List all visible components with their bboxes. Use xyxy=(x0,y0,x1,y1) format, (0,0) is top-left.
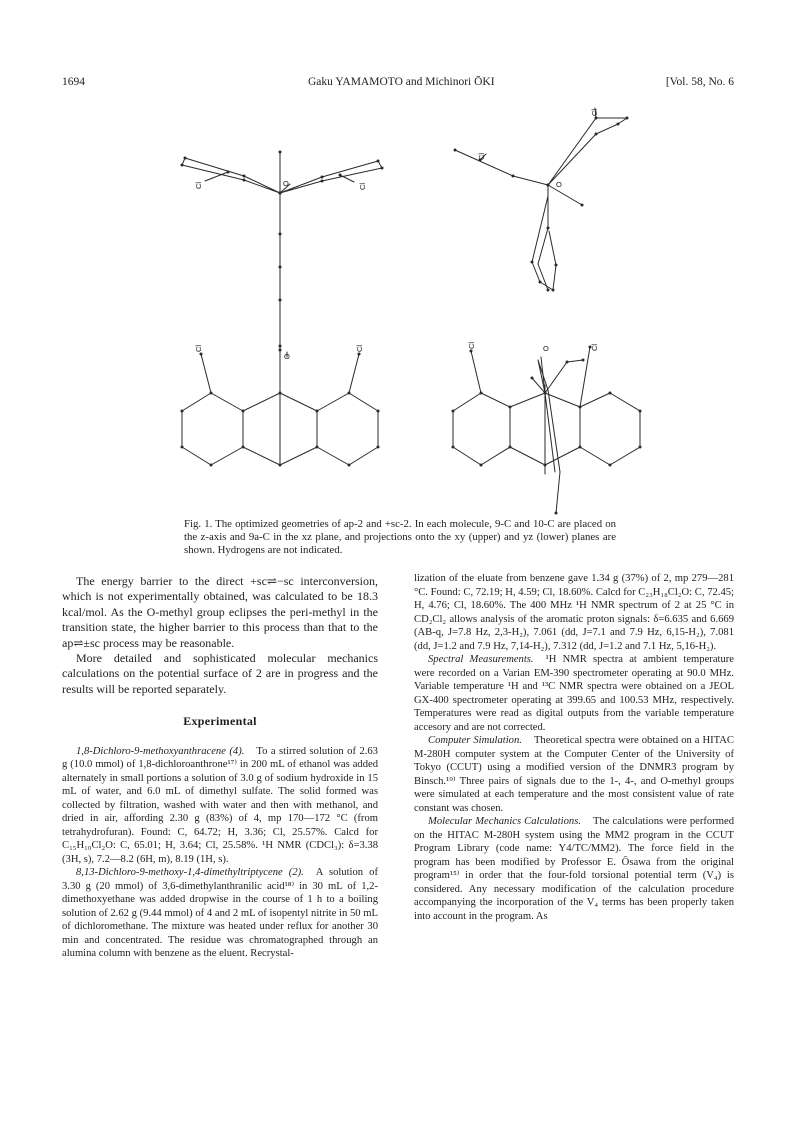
paragraph: The energy barrier to the direct +sc⇌−sc interconversion, which is not experimentally obtained, was calculated to be 18.3 kcal/mol. As the O-methyl group eclipses the peri-methyl in the transition state, the higher barrier to this process than that to the ap⇌±sc process may be reasonable. xyxy=(62,574,378,650)
paragraph-body: ¹H NMR spectra at ambient temperature were recorded on a Varian EM-390 spectrometer operating at 90.0 MHz. Variable temperature ¹H and ¹³C NMR spectra were obtained on a JEOL GX-400 spectrometer operating at 399.65 and 100.53 MHz, respectively. Temperatures were read as digital outputs from the variable temperature accesory and are not corrected. xyxy=(414,654,734,733)
paragraph xyxy=(414,815,734,923)
paragraph-title: 8,13-Dichloro-9-methoxy-1,4-dimethyltriptycene (2). xyxy=(76,867,304,879)
atom-label-cl: Cl xyxy=(355,344,364,352)
paragraph xyxy=(414,734,734,815)
atom-label-cl: Cl xyxy=(590,343,599,351)
paragraph-body: The calculations were performed on the HITAC M-280H system using the MM2 program in the CCUT Program Library (code name: Y4/TC/MM2). The force field in the program has been modified by Professor E. Ōsawa from the original program¹⁵⁾ in order that the four-fold torsional potential term (V₄) is considered. Any necessary modification of the calculation procedure accompanying the incorporation of the V₄ terms has been properly taken into account in the program. As xyxy=(414,816,734,922)
sc-xy-projection xyxy=(455,108,627,290)
paragraph-body: Theoretical spectra were obtained on a HITAC M-280H computer system at the Computer Center of the University of Tokyo (CCUT) using a modified version of the DNMR3 program by Binsch.¹⁹⁾ Three pairs of signals due to the 1-, 4-, and O-methyl groups were simulated at each temperature and the most consistent value of rate constant was chosen. xyxy=(414,735,734,814)
atom-label-cl: Cl xyxy=(467,341,476,349)
atom-label-o: O xyxy=(543,344,549,353)
atom-label-o: O xyxy=(283,179,289,188)
ap-yz-projection xyxy=(182,346,378,465)
paragraph-title: Molecular Mechanics Calculations. xyxy=(428,816,581,827)
sc-yz-projection xyxy=(453,347,640,513)
paragraph-title: 1,8-Dichloro-9-methoxyanthracene (4). xyxy=(76,745,245,757)
journal-volume: [Vol. 58, No. 6 xyxy=(665,76,734,88)
section-heading: Experimental xyxy=(183,714,257,729)
atom-label-cl: Cl xyxy=(590,108,599,116)
paragraph-body: To a stirred solution of 2.63 g (10.0 mmol) of 1,8-dichloroanthrone¹⁷⁾ in 200 mL of ethanol was added alternately in small portions a solution of 3.0 g of sodium hydroxide in 15 mL of water, and 6.0 mL of dimethyl sulfate. The solid formed was collected by filtration, washed with water and then with methanol, and dried in air, affording 2.30 g (83%) of 4, mp 170—172 °C (from tetrahydrofuran). Found: C, 64.72; H, 3.36; Cl, 25.57%. Calcd for C₁₅H₁₀Cl₂O: C, 65.01; H, 3.64; Cl, 25.58%. ¹H NMR (CDCl₃): δ=3.38 (3H, s), 7.2—8.2 (6H, m), 8.19 (1H, s). xyxy=(62,745,378,865)
right-column xyxy=(414,572,734,923)
figure-1 xyxy=(0,0,793,520)
atom-label-cl: Cl xyxy=(358,182,367,190)
paragraph xyxy=(62,866,378,961)
atom-label-cl: Cl xyxy=(477,152,486,160)
page-number: 1694 xyxy=(62,76,85,88)
running-authors: Gaku YAMAMOTO and Michinori ŌKI xyxy=(308,76,495,88)
paragraph xyxy=(414,653,734,734)
paragraph xyxy=(62,745,378,867)
atom-label-cl: Cl xyxy=(194,344,203,352)
ap-xy-projection xyxy=(182,152,382,350)
paragraph: More detailed and sophisticated molecular mechanics calculations on the potential surface of 2 are in progress and the results will be reported separately. xyxy=(62,651,378,696)
atom-label-o: O xyxy=(284,352,290,361)
atom-label-cl: Cl xyxy=(194,181,203,189)
paragraph-title: Computer Simulation. xyxy=(428,735,522,746)
figure-caption: Fig. 1. The optimized geometries of ap-2 and +sc-2. In each molecule, 9-C and 10-C are placed on the z-axis and 9a-C in the xz plane, and projections onto the xy (upper) and yz (lower) planes are shown. Hydrogens are not indicated. xyxy=(184,518,616,557)
paragraph-title: Spectral Measurements. xyxy=(428,654,534,665)
paragraph-body: A solution of 3.30 g (20 mmol) of 3,6-dimethylanthranilic acid¹⁸⁾ in 30 mL of 1,2-dimethoxyethane was added dropwise in the course of 1 h to a boiling solution of 2.62 g (9.44 mmol) of 4 and 2 mL of isopentyl nitrite in 50 mL of dichloromethane. The mixture was heated under reflux for another 30 min and concentrated. The residue was chromatographed through an alumina column with benzene as the eluent. Recrystal- xyxy=(62,867,378,960)
paragraph: lization of the eluate from benzene gave 1.34 g (37%) of 2, mp 279—281 °C. Found: C, 72.19; H, 4.59; Cl, 18.60%. Calcd for C₂₃H₁₈Cl₂O: C, 72.45; H, 4.76; Cl, 18.60%. The 400 MHz ¹H NMR spectrum of 2 at 25 °C in CD₂Cl₂ allows analysis of the aromatic proton signals: δ=6.635 and 6.669 (AB-q, J=7.8 Hz, 2,3-H₂), 7.061 (dd, J=7.1 and 7.9 Hz, 6,15-H₂), 7.081 (dd, J=1.2 and 7.9 Hz, 7,14-H₂), 7.312 (dd, J=1.2 and 7.1 Hz, 5,16-H₂). xyxy=(414,573,734,652)
left-column xyxy=(62,574,378,961)
atom-label-o: O xyxy=(556,180,562,189)
